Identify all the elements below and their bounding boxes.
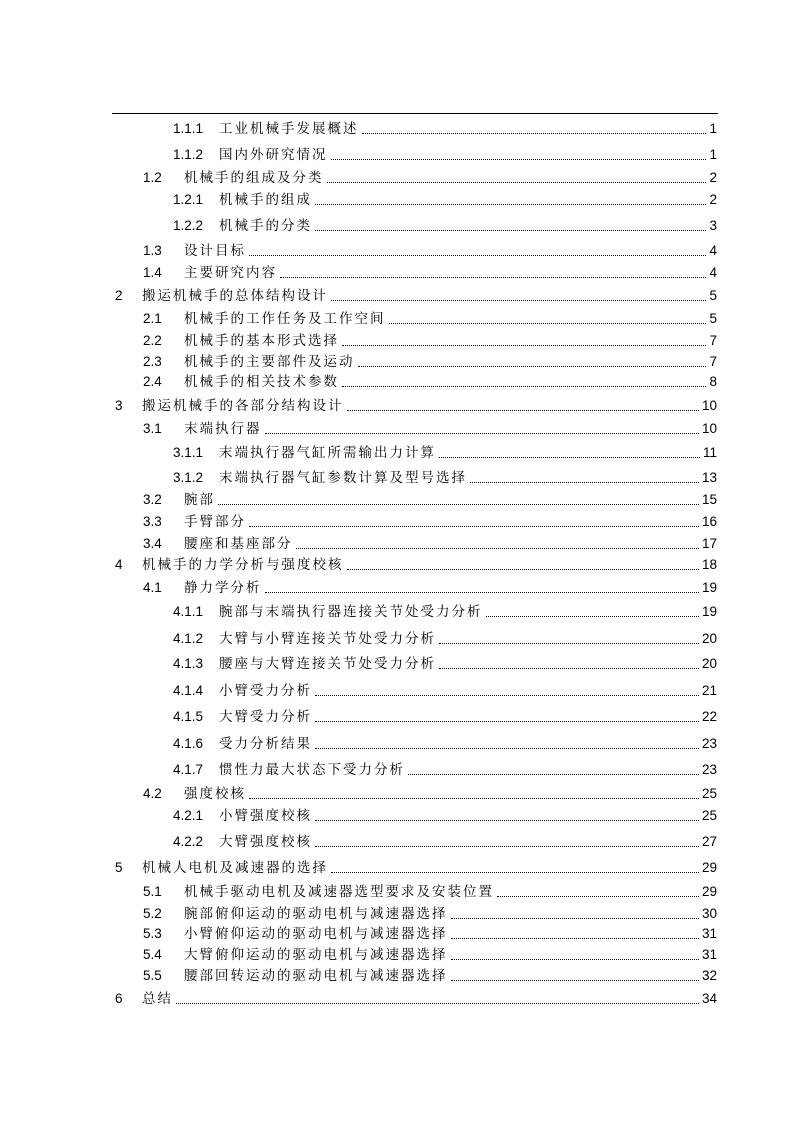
toc-entry-number: 6 — [115, 991, 123, 1006]
toc-entry[interactable] — [143, 782, 717, 802]
toc-entry-title: 静力学分析 — [184, 580, 262, 596]
toc-dot-leader — [439, 668, 699, 669]
toc-entry-title: 腕部 — [184, 492, 215, 508]
toc-entry-page: 31 — [701, 926, 717, 941]
toc-entry-title: 机械手的相关技术参数 — [184, 374, 339, 390]
toc-dot-leader — [347, 569, 699, 570]
toc-entry-title: 大臂受力分析 — [219, 709, 312, 725]
toc-entry[interactable] — [173, 117, 717, 137]
toc-entry-title: 小臂受力分析 — [219, 683, 312, 699]
toc-entry-title: 末端执行器 — [184, 421, 262, 437]
toc-dot-leader — [315, 721, 699, 722]
toc-entry-page: 21 — [701, 683, 717, 698]
toc-entry-title: 腕部俯仰运动的驱动电机与减速器选择 — [184, 906, 448, 922]
toc-entry-number: 4.1.1 — [173, 604, 204, 619]
toc-entry-number: 1.1.1 — [173, 121, 204, 136]
toc-entry[interactable] — [143, 166, 717, 186]
toc-dot-leader — [451, 980, 699, 981]
toc-entry-number: 3.4 — [143, 536, 162, 551]
toc-entry[interactable] — [143, 576, 717, 596]
toc-dot-leader — [315, 846, 699, 847]
toc-entry-number: 5.5 — [143, 968, 162, 983]
toc-entry-title: 末端执行器气缸所需输出力计算 — [219, 445, 436, 461]
toc-entry-page: 1 — [709, 147, 717, 162]
toc-entry-title: 末端执行器气缸参数计算及型号选择 — [219, 470, 467, 486]
toc-entry[interactable] — [115, 284, 717, 304]
toc-entry-number: 4.1.3 — [173, 656, 204, 671]
toc-entry-page: 11 — [702, 445, 717, 460]
toc-entry-title: 腕部与末端执行器连接关节处受力分析 — [219, 604, 483, 620]
toc-entry-title: 主要研究内容 — [184, 265, 277, 281]
toc-entry-number: 5.1 — [143, 884, 162, 899]
toc-dot-leader — [265, 433, 699, 434]
toc-entry-title: 受力分析结果 — [219, 736, 312, 752]
toc-entry-page: 20 — [701, 656, 717, 671]
toc-entry[interactable] — [173, 441, 717, 461]
toc-entry[interactable] — [173, 652, 717, 672]
toc-entry[interactable] — [173, 143, 717, 163]
toc-entry[interactable] — [173, 466, 717, 486]
toc-entry[interactable] — [143, 307, 717, 327]
toc-entry-page: 10 — [701, 398, 717, 413]
toc-entry-number: 4.1.7 — [173, 762, 204, 777]
toc-entry[interactable] — [173, 679, 717, 699]
toc-entry-page: 7 — [709, 333, 717, 348]
toc-entry[interactable] — [115, 394, 717, 414]
toc-dot-leader — [249, 526, 699, 527]
toc-entry-title: 搬运机械手的总体结构设计 — [142, 288, 328, 304]
toc-entry-title: 机械手的工作任务及工作空间 — [184, 311, 386, 327]
toc-dot-leader — [408, 774, 699, 775]
toc-entry-number: 1.2 — [143, 170, 162, 185]
toc-entry-number: 4.1.4 — [173, 683, 204, 698]
toc-entry-number: 2 — [115, 288, 123, 303]
toc-entry-page: 19 — [701, 580, 717, 595]
toc-entry-number: 4.1 — [143, 580, 162, 595]
toc-entry-title: 机械人电机及减速器的选择 — [142, 860, 328, 876]
toc-dot-leader — [470, 482, 699, 483]
toc-entry-page: 5 — [709, 311, 717, 326]
toc-entry-page: 25 — [701, 786, 717, 801]
toc-entry-title: 机械手驱动电机及减速器选型要求及安装位置 — [184, 884, 494, 900]
toc-dot-leader — [327, 182, 707, 183]
toc-entry-page: 13 — [701, 470, 717, 485]
toc-entry[interactable] — [143, 329, 717, 349]
toc-entry[interactable] — [173, 830, 717, 850]
toc-entry-page: 8 — [709, 374, 717, 389]
toc-entry[interactable] — [173, 214, 717, 234]
toc-entry-page: 30 — [701, 906, 717, 921]
toc-entry-page: 16 — [701, 514, 717, 529]
toc-entry-number: 5.3 — [143, 926, 162, 941]
toc-entry-number: 1.2.1 — [173, 192, 204, 207]
toc-dot-leader — [342, 345, 706, 346]
toc-entry-number: 3.1.1 — [173, 445, 204, 460]
toc-entry-number: 1.2.2 — [173, 218, 204, 233]
toc-entry-page: 3 — [709, 218, 717, 233]
toc-dot-leader — [315, 695, 699, 696]
toc-entry-page: 32 — [701, 968, 717, 983]
toc-entry-number: 4.2 — [143, 786, 162, 801]
toc-entry[interactable] — [143, 880, 717, 900]
toc-entry-page: 4 — [709, 243, 717, 258]
toc-entry-number: 4.2.1 — [173, 808, 204, 823]
toc-entry-title: 工业机械手发展概述 — [219, 121, 359, 137]
toc-entry-title: 惯性力最大状态下受力分析 — [219, 762, 405, 778]
toc-entry[interactable] — [173, 804, 717, 824]
toc-dot-leader — [439, 643, 699, 644]
toc-dot-leader — [296, 548, 699, 549]
toc-entry-page: 19 — [701, 604, 717, 619]
toc-entry-title: 机械手的力学分析与强度校核 — [142, 557, 344, 573]
toc-dot-leader — [315, 230, 706, 231]
toc-entry-title: 机械手的组成 — [219, 192, 312, 208]
toc-dot-leader — [218, 504, 699, 505]
toc-entry-title: 腰座和基座部分 — [184, 536, 293, 552]
toc-dot-leader — [176, 1003, 699, 1004]
toc-entry-page: 1 — [709, 121, 717, 136]
toc-entry[interactable] — [143, 417, 717, 437]
toc-entry[interactable] — [143, 532, 717, 552]
toc-dot-leader — [486, 616, 699, 617]
toc-entry[interactable] — [143, 370, 717, 390]
toc-entry-title: 机械手的主要部件及运动 — [184, 354, 355, 370]
toc-entry[interactable] — [173, 188, 717, 208]
toc-entry-page: 4 — [709, 265, 717, 280]
toc-entry-title: 大臂与小臂连接关节处受力分析 — [219, 631, 436, 647]
toc-entry[interactable] — [173, 705, 717, 725]
toc-entry-number: 4.1.2 — [173, 631, 204, 646]
toc-dot-leader — [331, 872, 699, 873]
toc-dot-leader — [451, 959, 699, 960]
toc-entry-page: 7 — [709, 354, 717, 369]
toc-dot-leader — [280, 277, 706, 278]
toc-dot-leader — [265, 592, 699, 593]
toc-entry-title: 机械手的组成及分类 — [184, 170, 324, 186]
toc-dot-leader — [249, 798, 699, 799]
toc-dot-leader — [497, 896, 699, 897]
toc-entry[interactable] — [173, 600, 717, 620]
toc-dot-leader — [315, 820, 699, 821]
toc-entry-number: 2.1 — [143, 311, 162, 326]
toc-entry-title: 腰座与大臂连接关节处受力分析 — [219, 656, 436, 672]
toc-entry-number: 4 — [115, 557, 123, 572]
toc-entry-number: 5.4 — [143, 947, 162, 962]
toc-entry-page: 31 — [701, 947, 717, 962]
toc-dot-leader — [451, 918, 699, 919]
toc-entry-page: 23 — [701, 736, 717, 751]
toc-entry-page: 27 — [701, 834, 717, 849]
toc-dot-leader — [439, 457, 700, 458]
toc-entry-number: 3.1.2 — [173, 470, 204, 485]
toc-entry[interactable] — [143, 964, 717, 984]
toc-entry-number: 5.2 — [143, 906, 162, 921]
toc-entry-number: 4.1.6 — [173, 736, 204, 751]
toc-entry[interactable] — [143, 488, 717, 508]
toc-entry-page: 23 — [701, 762, 717, 777]
toc-entry-title: 腰部回转运动的驱动电机与减速器选择 — [184, 968, 448, 984]
toc-entry-number: 4.1.5 — [173, 709, 204, 724]
toc-entry-page: 34 — [701, 991, 717, 1006]
toc-entry-page: 10 — [701, 421, 717, 436]
toc-dot-leader — [362, 133, 707, 134]
toc-entry-page: 25 — [701, 808, 717, 823]
toc-dot-leader — [315, 748, 699, 749]
toc-entry[interactable] — [173, 732, 717, 752]
toc-entry-number: 1.3 — [143, 243, 162, 258]
toc-entry[interactable] — [143, 261, 717, 281]
toc-entry-title: 机械手的基本形式选择 — [184, 333, 339, 349]
toc-entry-title: 国内外研究情况 — [219, 147, 328, 163]
toc-entry[interactable] — [173, 627, 717, 647]
toc-entry-page: 20 — [701, 631, 717, 646]
toc-entry-title: 强度校核 — [184, 786, 246, 802]
toc-entry[interactable] — [143, 902, 717, 922]
toc-entry-title: 搬运机械手的各部分结构设计 — [142, 398, 344, 414]
toc-entry-number: 1.4 — [143, 265, 162, 280]
toc-entry-title: 大臂强度校核 — [219, 834, 312, 850]
toc-dot-leader — [389, 323, 707, 324]
toc-entry-title: 手臂部分 — [184, 514, 246, 530]
toc-entry-number: 1.1.2 — [173, 147, 204, 162]
toc-dot-leader — [451, 938, 699, 939]
toc-entry-number: 3.3 — [143, 514, 162, 529]
toc-entry-title: 机械手的分类 — [219, 218, 312, 234]
toc-entry-page: 5 — [709, 288, 717, 303]
toc-entry-number: 5 — [115, 860, 123, 875]
toc-entry-page: 22 — [701, 709, 717, 724]
toc-entry-page: 18 — [701, 557, 717, 572]
toc-entry-page: 17 — [701, 536, 717, 551]
toc-dot-leader — [315, 204, 706, 205]
toc-dot-leader — [358, 366, 707, 367]
toc-entry[interactable] — [115, 987, 717, 1007]
toc-entry-number: 2.4 — [143, 374, 162, 389]
toc-entry[interactable] — [115, 553, 717, 573]
toc-entry-page: 29 — [701, 860, 717, 875]
toc-entry[interactable] — [115, 856, 717, 876]
toc-entry-title: 小臂俯仰运动的驱动电机与减速器选择 — [184, 926, 448, 942]
toc-entry-number: 2.2 — [143, 333, 162, 348]
toc-entry-page: 15 — [701, 492, 717, 507]
toc-entry[interactable] — [143, 239, 717, 259]
toc-entry-page: 2 — [709, 170, 717, 185]
toc-entry-title: 设计目标 — [184, 243, 246, 259]
toc-dot-leader — [347, 410, 699, 411]
toc-entry-page: 2 — [709, 192, 717, 207]
toc-entry-number: 2.3 — [143, 354, 162, 369]
toc-dot-leader — [342, 386, 706, 387]
toc-entry-number: 3 — [115, 398, 123, 413]
toc-entry-number: 3.2 — [143, 492, 162, 507]
toc-entry[interactable] — [143, 510, 717, 530]
toc-entry-title: 小臂强度校核 — [219, 808, 312, 824]
toc-dot-leader — [249, 255, 706, 256]
toc-entry-page: 29 — [701, 884, 717, 899]
toc-entry-title: 大臂俯仰运动的驱动电机与减速器选择 — [184, 947, 448, 963]
toc-entry-number: 3.1 — [143, 421, 162, 436]
toc-dot-leader — [331, 159, 707, 160]
toc-entry[interactable] — [173, 758, 717, 778]
toc-entry-number: 4.2.2 — [173, 834, 204, 849]
toc-entry-title: 总结 — [142, 991, 173, 1007]
toc-dot-leader — [331, 300, 706, 301]
toc-entry[interactable] — [143, 943, 717, 963]
toc-entry[interactable] — [143, 922, 717, 942]
toc-entry[interactable] — [143, 350, 717, 370]
